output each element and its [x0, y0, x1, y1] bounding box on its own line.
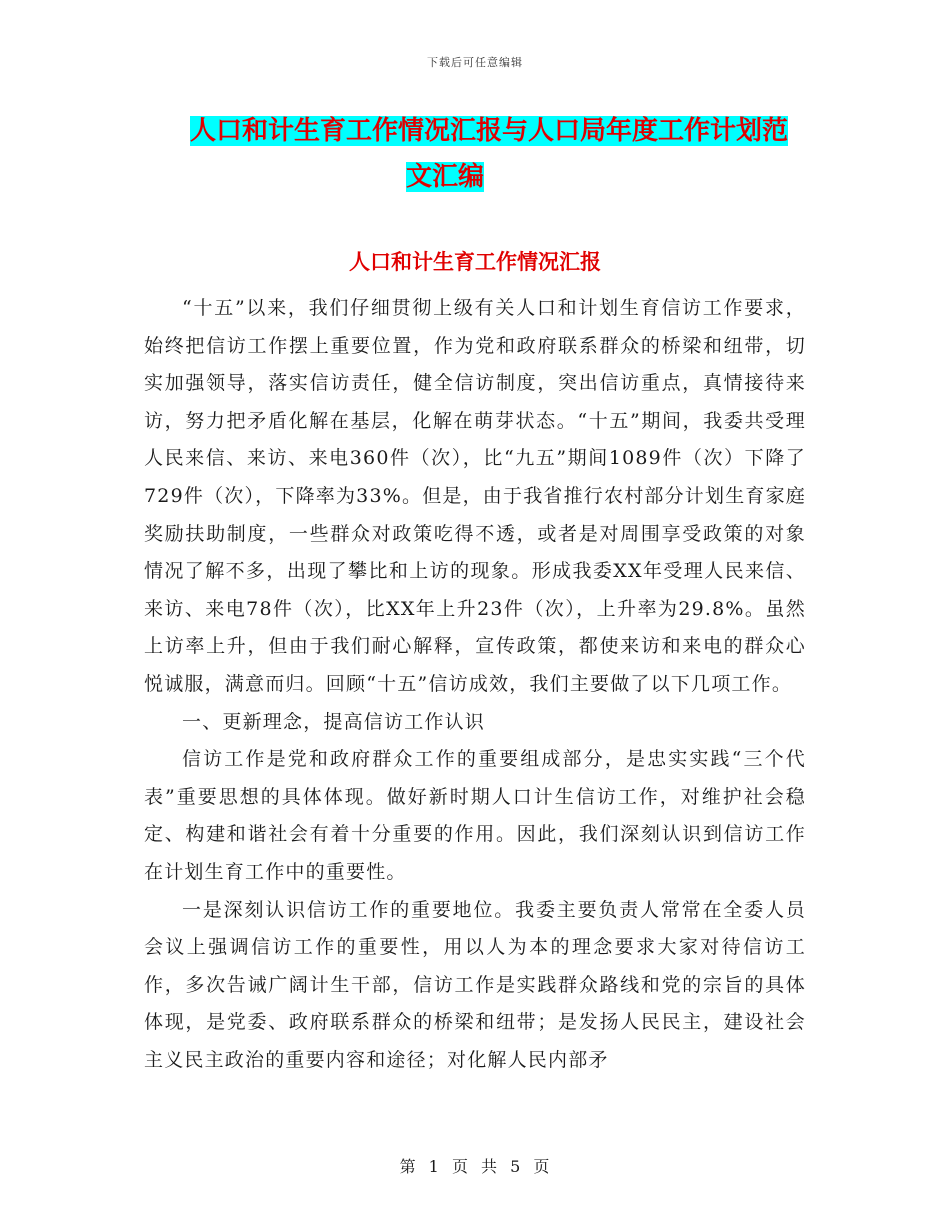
main-title-line1 [190, 108, 810, 154]
main-title-line2 [190, 154, 810, 200]
main-title [190, 108, 810, 200]
paragraph-3: 一是深刻认识信访工作的重要地位。我委主要负责人常常在全委人员会议上强调信访工作的重要性，用以人为本的理念要求大家对待信访工作，多次告诫广阔计生干部，信访工作是实践群众路线和党的宗旨的具体体现，是党委、政府联系群众的桥梁和纽带；是发扬人民民主，建设社会主义民主政治的重要内容和途径；对化解人民内部矛 [144, 898, 806, 1071]
document-body [144, 290, 806, 1079]
paragraph-heading-1: 一、更新理念，提高信访工作认识 [182, 710, 486, 733]
main-title-line2-text: 文汇编 [405, 162, 484, 192]
paragraph-2: 信访工作是党和政府群众工作的重要组成部分，是忠实实践“三个代表”重要思想的具体体现。做好新时期人口计生信访工作，对维护社会稳定、构建和谐社会有着十分重要的作用。因此，我们深刻认识到信访工作在计划生育工作中的重要性。 [144, 748, 806, 883]
section-title: 人口和计生育工作情况汇报 [349, 250, 601, 274]
paragraph-intro: “十五”以来，我们仔细贯彻上级有关人口和计划生育信访工作要求，始终把信访工作摆上重要位置，作为党和政府联系群众的桥梁和纽带，切实加强领导，落实信访责任，健全信访制度，突出信访重点，真情接待来访，努力把矛盾化解在基层，化解在萌芽状态。“十五”期间，我委共受理人民来信、来访、来电360件（次），比“九五”期间1089件（次）下降了729件（次），下降率为33%。但是，由于我省推行农村部分计划生育家庭奖励扶助制度，一些群众对政策吃得不透，或者是对周围享受政策的对象情况了解不多，出现了攀比和上访的现象。形成我委XX年受理人民来信、来访、来电78件（次），比XX年上升23件（次），上升率为29.8%。虽然上访率上升，但由于我们耐心解释，宣传政策，都使来访和来电的群众心悦诚服，满意而归。回顾“十五”信访成效，我们主要做了以下几项工作。 [144, 297, 806, 695]
header-note: 下载后可任意编辑 [427, 56, 523, 69]
main-title-line1-text: 人口和计生育工作情况汇报与人口局年度工作计划范 [190, 116, 789, 146]
page-footer: 第 1 页 共 5 页 [399, 1157, 551, 1176]
